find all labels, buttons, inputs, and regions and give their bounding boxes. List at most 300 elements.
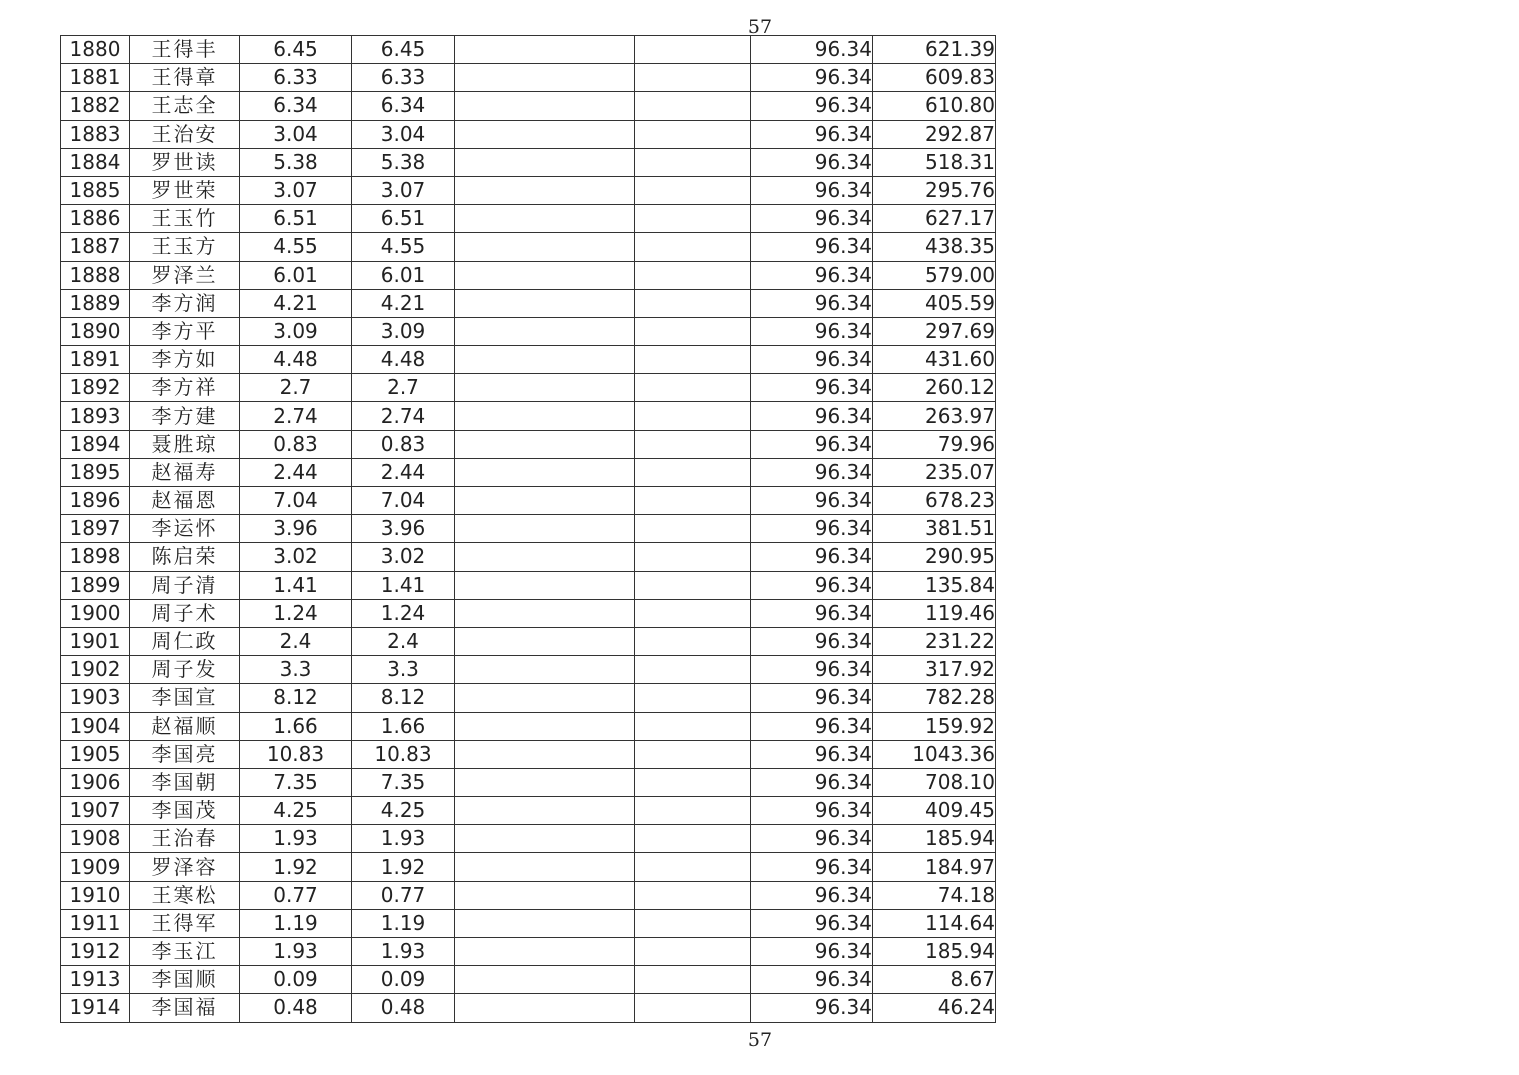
row-amount-cell: 678.23: [873, 487, 996, 515]
row-area-confirmed-cell: 1.41: [352, 571, 455, 599]
row-area-cell: 3.07: [240, 176, 352, 204]
row-name-cell: 李方祥: [130, 374, 240, 402]
row-amount-cell: 409.45: [873, 797, 996, 825]
row-amount-cell: 708.10: [873, 768, 996, 796]
row-rate-cell: 96.34: [751, 515, 873, 543]
row-id-cell: 1900: [61, 599, 130, 627]
row-empty-cell: [635, 176, 751, 204]
row-amount-cell: 292.87: [873, 120, 996, 148]
page-number-top: 57: [747, 16, 773, 38]
row-empty-cell: [455, 994, 635, 1022]
row-empty-cell: [455, 430, 635, 458]
row-area-confirmed-cell: 0.77: [352, 881, 455, 909]
row-empty-cell: [455, 768, 635, 796]
row-name-cell: 王志全: [130, 92, 240, 120]
row-area-confirmed-cell: 3.04: [352, 120, 455, 148]
row-empty-cell: [455, 797, 635, 825]
row-empty-cell: [455, 487, 635, 515]
row-empty-cell: [455, 64, 635, 92]
row-amount-cell: 518.31: [873, 148, 996, 176]
row-rate-cell: 96.34: [751, 684, 873, 712]
row-area-cell: 4.55: [240, 233, 352, 261]
row-area-confirmed-cell: 1.19: [352, 909, 455, 937]
row-empty-cell: [455, 515, 635, 543]
row-area-confirmed-cell: 3.07: [352, 176, 455, 204]
row-id-cell: 1883: [61, 120, 130, 148]
ledger-table: [60, 35, 996, 1023]
row-area-cell: 2.7: [240, 374, 352, 402]
row-name-cell: 罗世荣: [130, 176, 240, 204]
row-name-cell: 李方如: [130, 346, 240, 374]
row-name-cell: 王得丰: [130, 36, 240, 64]
row-empty-cell: [635, 966, 751, 994]
row-amount-cell: 438.35: [873, 233, 996, 261]
row-empty-cell: [635, 317, 751, 345]
table-row: [61, 881, 996, 909]
row-area-cell: 1.41: [240, 571, 352, 599]
table-row: [61, 205, 996, 233]
row-amount-cell: 114.64: [873, 909, 996, 937]
row-empty-cell: [635, 853, 751, 881]
row-id-cell: 1911: [61, 909, 130, 937]
row-name-cell: 李运怀: [130, 515, 240, 543]
row-name-cell: 周仁政: [130, 627, 240, 655]
row-name-cell: 赵福顺: [130, 712, 240, 740]
row-empty-cell: [635, 825, 751, 853]
row-empty-cell: [635, 458, 751, 486]
row-amount-cell: 159.92: [873, 712, 996, 740]
row-amount-cell: 290.95: [873, 543, 996, 571]
row-empty-cell: [455, 656, 635, 684]
row-empty-cell: [635, 656, 751, 684]
row-amount-cell: 79.96: [873, 430, 996, 458]
row-area-confirmed-cell: 4.48: [352, 346, 455, 374]
row-area-cell: 6.01: [240, 261, 352, 289]
table-row: [61, 289, 996, 317]
table-row: [61, 402, 996, 430]
row-area-confirmed-cell: 3.3: [352, 656, 455, 684]
row-empty-cell: [635, 233, 751, 261]
row-rate-cell: 96.34: [751, 289, 873, 317]
row-area-cell: 1.93: [240, 938, 352, 966]
row-id-cell: 1889: [61, 289, 130, 317]
row-id-cell: 1905: [61, 740, 130, 768]
row-id-cell: 1912: [61, 938, 130, 966]
row-id-cell: 1895: [61, 458, 130, 486]
row-area-cell: 4.48: [240, 346, 352, 374]
row-area-cell: 3.96: [240, 515, 352, 543]
row-amount-cell: 627.17: [873, 205, 996, 233]
row-area-confirmed-cell: 6.33: [352, 64, 455, 92]
row-empty-cell: [455, 205, 635, 233]
row-empty-cell: [635, 36, 751, 64]
row-amount-cell: 135.84: [873, 571, 996, 599]
row-empty-cell: [455, 36, 635, 64]
row-name-cell: 罗世读: [130, 148, 240, 176]
row-empty-cell: [455, 599, 635, 627]
row-id-cell: 1914: [61, 994, 130, 1022]
row-amount-cell: 8.67: [873, 966, 996, 994]
row-amount-cell: 297.69: [873, 317, 996, 345]
row-empty-cell: [455, 881, 635, 909]
row-empty-cell: [635, 740, 751, 768]
row-rate-cell: 96.34: [751, 938, 873, 966]
row-area-cell: 6.51: [240, 205, 352, 233]
row-area-confirmed-cell: 6.45: [352, 36, 455, 64]
row-rate-cell: 96.34: [751, 994, 873, 1022]
row-id-cell: 1897: [61, 515, 130, 543]
row-amount-cell: 579.00: [873, 261, 996, 289]
row-id-cell: 1907: [61, 797, 130, 825]
row-rate-cell: 96.34: [751, 853, 873, 881]
row-empty-cell: [635, 684, 751, 712]
row-empty-cell: [635, 289, 751, 317]
row-id-cell: 1890: [61, 317, 130, 345]
row-area-confirmed-cell: 5.38: [352, 148, 455, 176]
row-id-cell: 1885: [61, 176, 130, 204]
row-rate-cell: 96.34: [751, 233, 873, 261]
row-rate-cell: 96.34: [751, 205, 873, 233]
table-row: [61, 317, 996, 345]
row-area-cell: 0.77: [240, 881, 352, 909]
row-rate-cell: 96.34: [751, 487, 873, 515]
row-rate-cell: 96.34: [751, 712, 873, 740]
row-empty-cell: [635, 205, 751, 233]
table-row: [61, 176, 996, 204]
row-amount-cell: 260.12: [873, 374, 996, 402]
table-row: [61, 374, 996, 402]
row-area-confirmed-cell: 7.04: [352, 487, 455, 515]
row-area-confirmed-cell: 3.96: [352, 515, 455, 543]
row-empty-cell: [455, 176, 635, 204]
row-empty-cell: [635, 938, 751, 966]
row-id-cell: 1908: [61, 825, 130, 853]
row-name-cell: 王治安: [130, 120, 240, 148]
row-empty-cell: [635, 515, 751, 543]
row-amount-cell: 782.28: [873, 684, 996, 712]
row-name-cell: 罗泽容: [130, 853, 240, 881]
row-area-cell: 8.12: [240, 684, 352, 712]
row-empty-cell: [455, 148, 635, 176]
row-id-cell: 1882: [61, 92, 130, 120]
row-id-cell: 1893: [61, 402, 130, 430]
row-name-cell: 周子术: [130, 599, 240, 627]
row-area-cell: 7.04: [240, 487, 352, 515]
row-empty-cell: [455, 825, 635, 853]
row-area-cell: 1.24: [240, 599, 352, 627]
row-area-cell: 2.44: [240, 458, 352, 486]
row-rate-cell: 96.34: [751, 402, 873, 430]
row-rate-cell: 96.34: [751, 346, 873, 374]
row-empty-cell: [635, 430, 751, 458]
row-area-confirmed-cell: 10.83: [352, 740, 455, 768]
row-empty-cell: [635, 571, 751, 599]
row-empty-cell: [635, 120, 751, 148]
table-row: [61, 120, 996, 148]
row-area-confirmed-cell: 0.48: [352, 994, 455, 1022]
row-empty-cell: [455, 966, 635, 994]
ledger-body: [61, 36, 996, 1023]
row-area-confirmed-cell: 2.74: [352, 402, 455, 430]
table-row: [61, 233, 996, 261]
table-row: [61, 430, 996, 458]
row-area-cell: 2.74: [240, 402, 352, 430]
row-rate-cell: 96.34: [751, 176, 873, 204]
row-name-cell: 王得章: [130, 64, 240, 92]
row-amount-cell: 185.94: [873, 938, 996, 966]
row-rate-cell: 96.34: [751, 458, 873, 486]
row-area-cell: 0.09: [240, 966, 352, 994]
row-area-confirmed-cell: 3.02: [352, 543, 455, 571]
row-name-cell: 李方润: [130, 289, 240, 317]
row-rate-cell: 96.34: [751, 571, 873, 599]
row-empty-cell: [455, 402, 635, 430]
row-area-cell: 1.66: [240, 712, 352, 740]
row-amount-cell: 74.18: [873, 881, 996, 909]
row-amount-cell: 231.22: [873, 627, 996, 655]
row-id-cell: 1898: [61, 543, 130, 571]
row-empty-cell: [455, 261, 635, 289]
row-area-confirmed-cell: 8.12: [352, 684, 455, 712]
row-id-cell: 1891: [61, 346, 130, 374]
row-empty-cell: [635, 797, 751, 825]
row-empty-cell: [635, 148, 751, 176]
row-name-cell: 王玉竹: [130, 205, 240, 233]
row-area-confirmed-cell: 2.4: [352, 627, 455, 655]
page-number-bottom: 57: [747, 1029, 773, 1051]
row-area-cell: 4.21: [240, 289, 352, 317]
row-id-cell: 1888: [61, 261, 130, 289]
table-row: [61, 487, 996, 515]
row-id-cell: 1880: [61, 36, 130, 64]
row-rate-cell: 96.34: [751, 148, 873, 176]
row-empty-cell: [455, 458, 635, 486]
table-row: [61, 656, 996, 684]
row-name-cell: 罗泽兰: [130, 261, 240, 289]
row-amount-cell: 405.59: [873, 289, 996, 317]
row-empty-cell: [635, 487, 751, 515]
row-empty-cell: [635, 261, 751, 289]
row-id-cell: 1887: [61, 233, 130, 261]
row-empty-cell: [635, 881, 751, 909]
table-row: [61, 571, 996, 599]
row-rate-cell: 96.34: [751, 430, 873, 458]
row-area-cell: 6.34: [240, 92, 352, 120]
table-row: [61, 909, 996, 937]
row-name-cell: 李方建: [130, 402, 240, 430]
row-area-confirmed-cell: 0.83: [352, 430, 455, 458]
row-empty-cell: [635, 768, 751, 796]
row-name-cell: 赵福恩: [130, 487, 240, 515]
row-rate-cell: 96.34: [751, 825, 873, 853]
row-area-cell: 0.83: [240, 430, 352, 458]
row-area-cell: 4.25: [240, 797, 352, 825]
row-id-cell: 1903: [61, 684, 130, 712]
table-row: [61, 627, 996, 655]
row-empty-cell: [455, 317, 635, 345]
row-id-cell: 1913: [61, 966, 130, 994]
row-id-cell: 1904: [61, 712, 130, 740]
row-area-confirmed-cell: 3.09: [352, 317, 455, 345]
row-empty-cell: [635, 374, 751, 402]
table-row: [61, 797, 996, 825]
row-empty-cell: [455, 684, 635, 712]
row-amount-cell: 184.97: [873, 853, 996, 881]
row-empty-cell: [635, 627, 751, 655]
row-amount-cell: 185.94: [873, 825, 996, 853]
row-rate-cell: 96.34: [751, 374, 873, 402]
row-id-cell: 1881: [61, 64, 130, 92]
row-name-cell: 李国茂: [130, 797, 240, 825]
row-id-cell: 1910: [61, 881, 130, 909]
row-name-cell: 王玉方: [130, 233, 240, 261]
row-empty-cell: [455, 92, 635, 120]
row-area-cell: 1.93: [240, 825, 352, 853]
row-name-cell: 李国亮: [130, 740, 240, 768]
row-name-cell: 王寒松: [130, 881, 240, 909]
row-empty-cell: [455, 346, 635, 374]
table-row: [61, 712, 996, 740]
row-id-cell: 1894: [61, 430, 130, 458]
row-amount-cell: 610.80: [873, 92, 996, 120]
row-name-cell: 陈启荣: [130, 543, 240, 571]
row-area-confirmed-cell: 1.93: [352, 825, 455, 853]
row-id-cell: 1906: [61, 768, 130, 796]
row-rate-cell: 96.34: [751, 317, 873, 345]
row-area-confirmed-cell: 1.66: [352, 712, 455, 740]
table-row: [61, 740, 996, 768]
table-row: [61, 261, 996, 289]
row-amount-cell: 381.51: [873, 515, 996, 543]
row-name-cell: 李国福: [130, 994, 240, 1022]
row-area-cell: 1.19: [240, 909, 352, 937]
row-empty-cell: [635, 92, 751, 120]
row-name-cell: 周子清: [130, 571, 240, 599]
row-area-cell: 1.92: [240, 853, 352, 881]
table-row: [61, 684, 996, 712]
table-row: [61, 599, 996, 627]
row-rate-cell: 96.34: [751, 64, 873, 92]
table-row: [61, 515, 996, 543]
table-row: [61, 36, 996, 64]
row-id-cell: 1901: [61, 627, 130, 655]
row-empty-cell: [455, 740, 635, 768]
row-area-confirmed-cell: 1.92: [352, 853, 455, 881]
row-rate-cell: 96.34: [751, 627, 873, 655]
row-amount-cell: 1043.36: [873, 740, 996, 768]
row-rate-cell: 96.34: [751, 881, 873, 909]
row-area-cell: 10.83: [240, 740, 352, 768]
row-amount-cell: 119.46: [873, 599, 996, 627]
row-area-cell: 5.38: [240, 148, 352, 176]
row-name-cell: 王治春: [130, 825, 240, 853]
row-empty-cell: [635, 909, 751, 937]
row-amount-cell: 46.24: [873, 994, 996, 1022]
row-empty-cell: [455, 853, 635, 881]
row-empty-cell: [635, 64, 751, 92]
row-empty-cell: [635, 994, 751, 1022]
row-name-cell: 李方平: [130, 317, 240, 345]
row-empty-cell: [635, 712, 751, 740]
row-id-cell: 1902: [61, 656, 130, 684]
row-empty-cell: [635, 543, 751, 571]
row-rate-cell: 96.34: [751, 966, 873, 994]
table-row: [61, 346, 996, 374]
row-rate-cell: 96.34: [751, 797, 873, 825]
row-name-cell: 李国顺: [130, 966, 240, 994]
table-row: [61, 768, 996, 796]
row-amount-cell: 295.76: [873, 176, 996, 204]
row-empty-cell: [455, 712, 635, 740]
row-amount-cell: 317.92: [873, 656, 996, 684]
row-area-cell: 6.33: [240, 64, 352, 92]
table-row: [61, 938, 996, 966]
row-name-cell: 李国朝: [130, 768, 240, 796]
row-id-cell: 1899: [61, 571, 130, 599]
row-name-cell: 聂胜琼: [130, 430, 240, 458]
table-row: [61, 64, 996, 92]
row-area-cell: 7.35: [240, 768, 352, 796]
row-rate-cell: 96.34: [751, 92, 873, 120]
table-row: [61, 853, 996, 881]
row-area-cell: 2.4: [240, 627, 352, 655]
row-empty-cell: [455, 543, 635, 571]
row-area-confirmed-cell: 7.35: [352, 768, 455, 796]
row-empty-cell: [455, 120, 635, 148]
row-empty-cell: [455, 233, 635, 261]
row-area-confirmed-cell: 0.09: [352, 966, 455, 994]
row-rate-cell: 96.34: [751, 120, 873, 148]
row-name-cell: 赵福寿: [130, 458, 240, 486]
row-area-cell: 6.45: [240, 36, 352, 64]
table-row: [61, 543, 996, 571]
row-rate-cell: 96.34: [751, 768, 873, 796]
row-area-confirmed-cell: 4.55: [352, 233, 455, 261]
row-rate-cell: 96.34: [751, 740, 873, 768]
row-empty-cell: [635, 402, 751, 430]
row-rate-cell: 96.34: [751, 261, 873, 289]
table-row: [61, 148, 996, 176]
row-amount-cell: 235.07: [873, 458, 996, 486]
row-area-confirmed-cell: 2.44: [352, 458, 455, 486]
row-rate-cell: 96.34: [751, 543, 873, 571]
row-rate-cell: 96.34: [751, 909, 873, 937]
row-area-confirmed-cell: 4.25: [352, 797, 455, 825]
row-rate-cell: 96.34: [751, 599, 873, 627]
row-name-cell: 李国宣: [130, 684, 240, 712]
row-empty-cell: [455, 571, 635, 599]
table-row: [61, 825, 996, 853]
table-row: [61, 92, 996, 120]
row-id-cell: 1892: [61, 374, 130, 402]
row-amount-cell: 609.83: [873, 64, 996, 92]
row-area-cell: 3.02: [240, 543, 352, 571]
row-empty-cell: [455, 938, 635, 966]
row-area-cell: 0.48: [240, 994, 352, 1022]
row-area-confirmed-cell: 6.34: [352, 92, 455, 120]
row-area-confirmed-cell: 1.24: [352, 599, 455, 627]
row-empty-cell: [455, 374, 635, 402]
row-empty-cell: [455, 909, 635, 937]
row-area-confirmed-cell: 4.21: [352, 289, 455, 317]
row-rate-cell: 96.34: [751, 656, 873, 684]
row-area-confirmed-cell: 2.7: [352, 374, 455, 402]
row-area-confirmed-cell: 6.01: [352, 261, 455, 289]
row-area-confirmed-cell: 6.51: [352, 205, 455, 233]
row-name-cell: 李玉江: [130, 938, 240, 966]
row-rate-cell: 96.34: [751, 36, 873, 64]
row-empty-cell: [635, 599, 751, 627]
